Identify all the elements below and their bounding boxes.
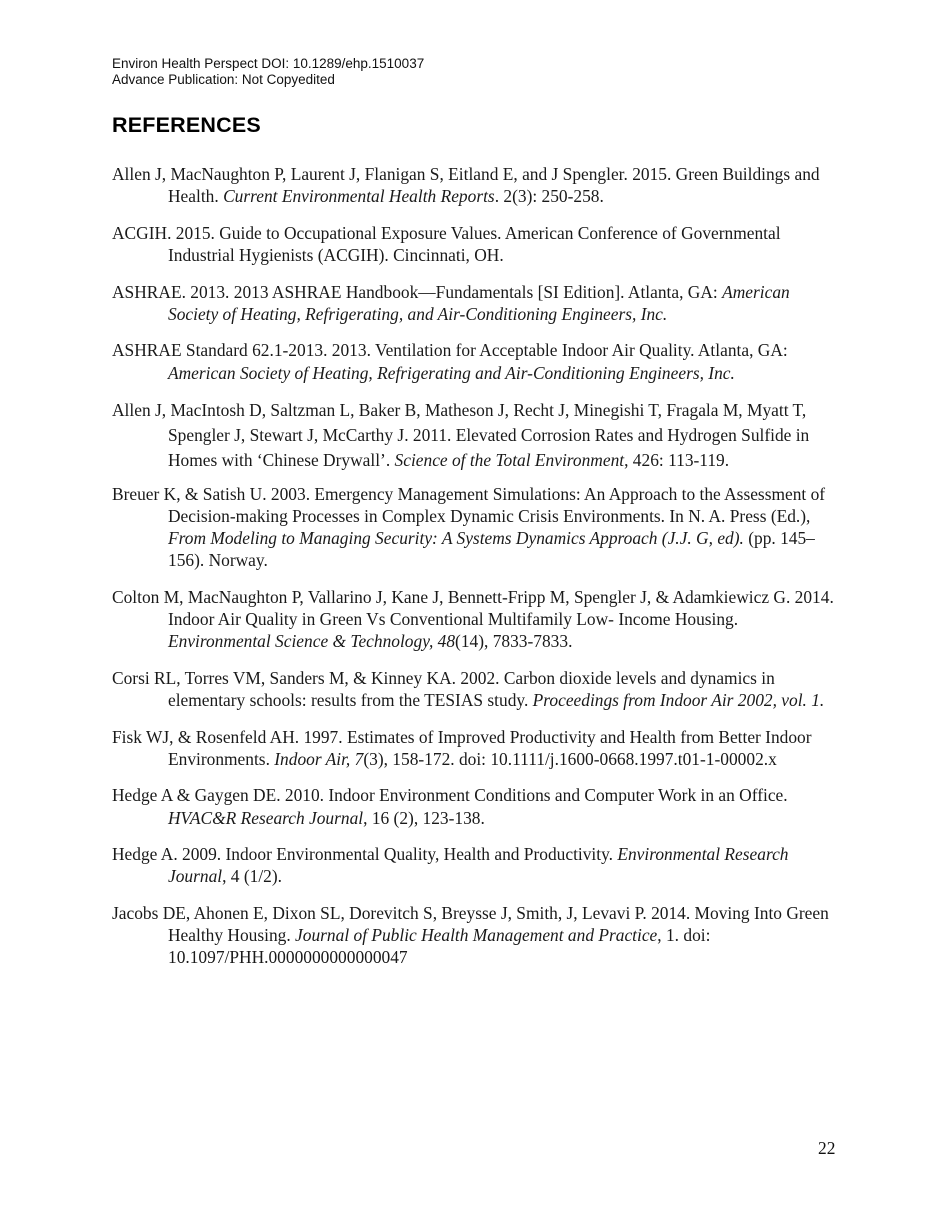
reference-text: Allen J, MacNaughton P, Laurent J, Flanigan S, Eitland E, and J Spengler. 2015. Green Buildings and Health. bbox=[112, 164, 820, 207]
reference-source-title: Science of the Total Environment bbox=[394, 449, 625, 470]
reference-text: ASHRAE Standard 62.1-2013. 2013. Ventilation for Acceptable Indoor Air Quality. Atlanta, GA: bbox=[112, 340, 788, 361]
reference-details: , 426: 113-119. bbox=[624, 449, 730, 470]
reference-source-title: Proceedings from Indoor Air 2002, vol. 1. bbox=[532, 689, 825, 710]
reference-item bbox=[112, 586, 842, 653]
reference-source-title: Indoor Air, 7 bbox=[274, 748, 364, 769]
reference-details: , 16 (2), 123-138. bbox=[363, 807, 485, 828]
reference-source-title: American Society of Heating, Refrigerating, and Air-Conditioning Engineers, Inc. bbox=[168, 281, 790, 324]
reference-details: (3), 158-172. doi: 10.1111/j.1600-0668.1997.t01-1-00002.x bbox=[363, 748, 777, 769]
header-journal-doi: Environ Health Perspect DOI: 10.1289/ehp.1510037 bbox=[112, 56, 425, 71]
reference-source-title: Current Environmental Health Reports bbox=[223, 186, 495, 207]
reference-source-title: Environmental Research Journal bbox=[168, 844, 789, 887]
reference-item bbox=[112, 667, 842, 711]
reference-list bbox=[112, 163, 842, 983]
reference-details: , 1. doi: 10.1097/PHH.0000000000000047 bbox=[168, 925, 711, 968]
reference-text: Jacobs DE, Ahonen E, Dixon SL, Dorevitch S, Breysse J, Smith, J, Levavi P. 2014. Moving Into Green Healthy Housing. bbox=[112, 902, 829, 946]
reference-details: . 2(3): 250-258. bbox=[494, 186, 604, 207]
references-heading: REFERENCES bbox=[112, 113, 261, 137]
reference-text: Hedge A & Gaygen DE. 2010. Indoor Environment Conditions and Computer Work in an Office. bbox=[112, 785, 788, 806]
reference-text: Breuer K, & Satish U. 2003. Emergency Management Simulations: An Approach to the Assessment of Decision-making Processes in Complex Dynamic Crisis Environments. In N. A. Press (Ed.), bbox=[112, 483, 826, 526]
reference-text: ACGIH. 2015. Guide to Occupational Exposure Values. American Conference of Governmental Industrial Hygienists (ACGIH). Cincinnati, OH. bbox=[112, 222, 781, 265]
reference-item bbox=[112, 163, 842, 207]
reference-text: Allen J, MacIntosh D, Saltzman L, Baker B, Matheson J, Recht J, Minegishi T, Fragala M, Myatt T, Spengler J, Stewart J, McCarthy J. 2011. Elevated Corrosion Rates and Hydrogen Sulfide in Homes with ‘Chinese Drywall’. bbox=[112, 400, 810, 470]
reference-details: (14), 7833-7833. bbox=[455, 631, 573, 652]
reference-source-title: American Society of Heating, Refrigerating and Air-Conditioning Engineers, Inc. bbox=[168, 362, 735, 383]
reference-item bbox=[112, 843, 842, 887]
reference-text: Colton M, MacNaughton P, Vallarino J, Kane J, Bennett-Fripp M, Spengler J, & Adamkiewicz G. 2014. Indoor Air Quality in Green Vs Conventional Multifamily Low- Income Housing. bbox=[112, 586, 834, 629]
reference-item bbox=[112, 784, 842, 828]
reference-item bbox=[112, 726, 842, 770]
reference-text: Hedge A. 2009. Indoor Environmental Quality, Health and Productivity. bbox=[112, 844, 618, 865]
reference-text: Fisk WJ, & Rosenfeld AH. 1997. Estimates of Improved Productivity and Health from Better Indoor Environments. bbox=[112, 726, 812, 769]
reference-item bbox=[112, 222, 842, 266]
running-header bbox=[112, 56, 424, 87]
reference-item bbox=[112, 483, 842, 572]
reference-source-title: Journal of Public Health Management and Practice bbox=[295, 925, 658, 946]
reference-source-title: From Modeling to Managing Security: A Systems Dynamics Approach (J.J. G, ed). bbox=[168, 527, 744, 548]
reference-details: (pp. 145–156). Norway. bbox=[168, 527, 815, 571]
reference-item bbox=[112, 339, 842, 383]
reference-source-title: HVAC&R Research Journal bbox=[168, 807, 364, 828]
page-number: 22 bbox=[818, 1138, 836, 1158]
reference-text: Corsi RL, Torres VM, Sanders M, & Kinney KA. 2002. Carbon dioxide levels and dynamics in elementary schools: results from the TESIAS study. bbox=[112, 667, 775, 710]
reference-text: ASHRAE. 2013. 2013 ASHRAE Handbook—Fundamentals [SI Edition]. Atlanta, GA: bbox=[112, 281, 723, 302]
reference-source-title: Environmental Science & Technology, 48 bbox=[168, 631, 456, 652]
reference-item bbox=[112, 281, 842, 325]
reference-item bbox=[112, 902, 842, 969]
reference-item bbox=[112, 398, 842, 472]
header-publication-status: Advance Publication: Not Copyedited bbox=[112, 71, 335, 87]
reference-details: , 4 (1/2). bbox=[222, 866, 283, 887]
